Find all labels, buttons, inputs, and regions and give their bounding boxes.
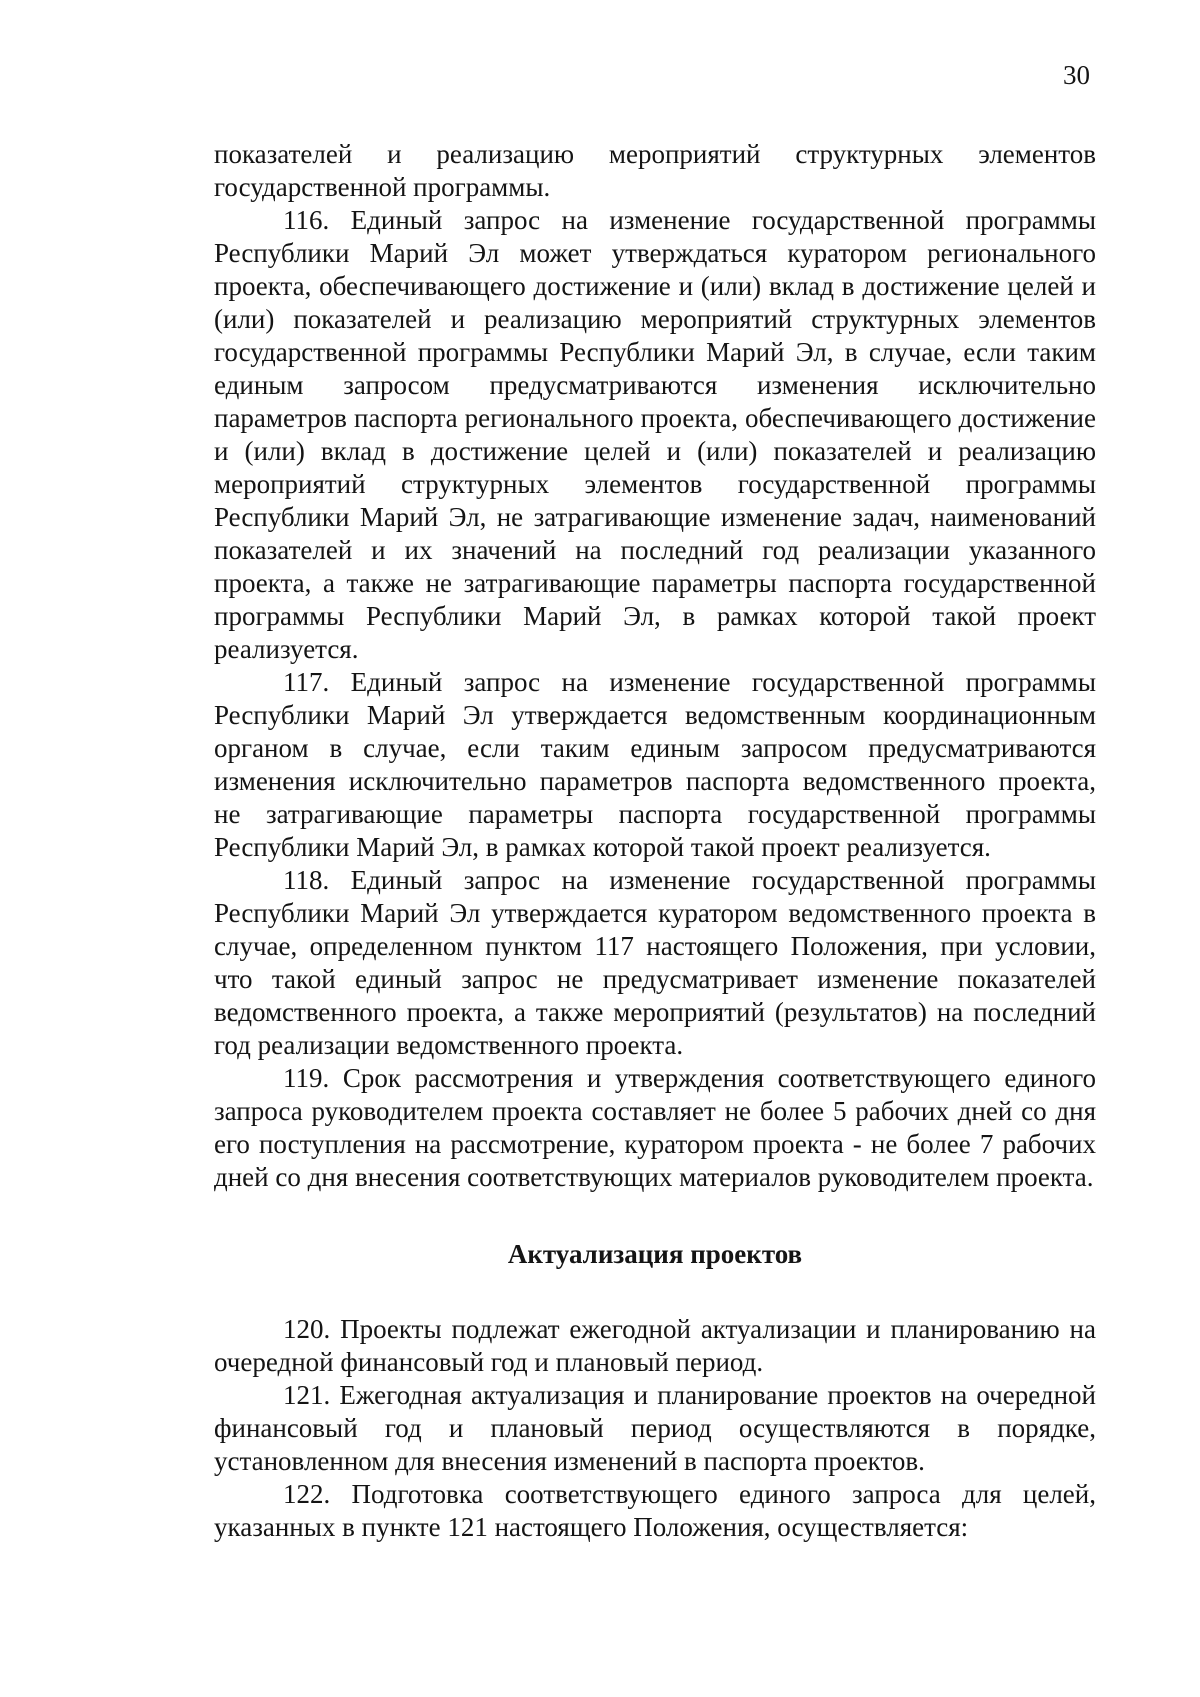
page-number: 30 [1063,60,1090,90]
section-heading: Актуализация проектов [507,1239,803,1269]
paragraph-117: 117. Единый запрос на изменение государственной программы Республики Марий Эл утверждается ведомственным координационным органом в случае, если таким единым запросом предусматриваются изменения исключительно параметров паспорта ведомственного проекта, не затрагивающие параметры паспорта государственной программы Республики Марий Эл, в рамках которой такой проект реализуется. [214,667,1096,862]
document-body [214,138,1096,1544]
paragraph-122: 122. Подготовка соответствующего единого запроса для целей, указанных в пункте 121 настоящего Положения, осуществляется: [214,1479,1096,1542]
paragraph-119: 119. Срок рассмотрения и утверждения соответствующего единого запроса руководителем проекта составляет не более 5 рабочих дней со дня его поступления на рассмотрение, куратором проекта - не более 7 рабочих дней со дня внесения соответствующих материалов руководителем проекта. [214,1063,1096,1192]
paragraph-116: 116. Единый запрос на изменение государственной программы Республики Марий Эл может утверждаться куратором регионального проекта, обеспечивающего достижение и (или) вклад в достижение целей и (или) показателей и реализацию мероприятий структурных элементов государственной программы Республики Марий Эл, в случае, если таким единым запросом предусматриваются изменения исключительно параметров паспорта регионального проекта, обеспечивающего достижение и (или) вклад в достижение целей и (или) показателей и реализацию мероприятий структурных элементов государственной программы Республики Марий Эл, не затрагивающие изменение задач, наименований показателей и их значений на последний год реализации указанного проекта, а также не затрагивающие параметры паспорта государственной программы Республики Марий Эл, в рамках которой такой проект реализуется. [214,205,1096,664]
paragraph-121: 121. Ежегодная актуализация и планирование проектов на очередной финансовый год и плановый период осуществляются в порядке, установленном для внесения изменений в паспорта проектов. [214,1380,1096,1476]
paragraph-120: 120. Проекты подлежат ежегодной актуализации и планированию на очередной финансовый год и плановый период. [214,1314,1096,1377]
paragraph-118: 118. Единый запрос на изменение государственной программы Республики Марий Эл утверждается куратором ведомственного проекта в случае, определенном пунктом 117 настоящего Положения, при условии, что такой единый запрос не предусматривает изменение показателей ведомственного проекта, а также мероприятий (результатов) на последний год реализации ведомственного проекта. [214,865,1096,1060]
paragraph-continuation: показателей и реализацию мероприятий структурных элементов государственной программы. [214,139,1096,202]
